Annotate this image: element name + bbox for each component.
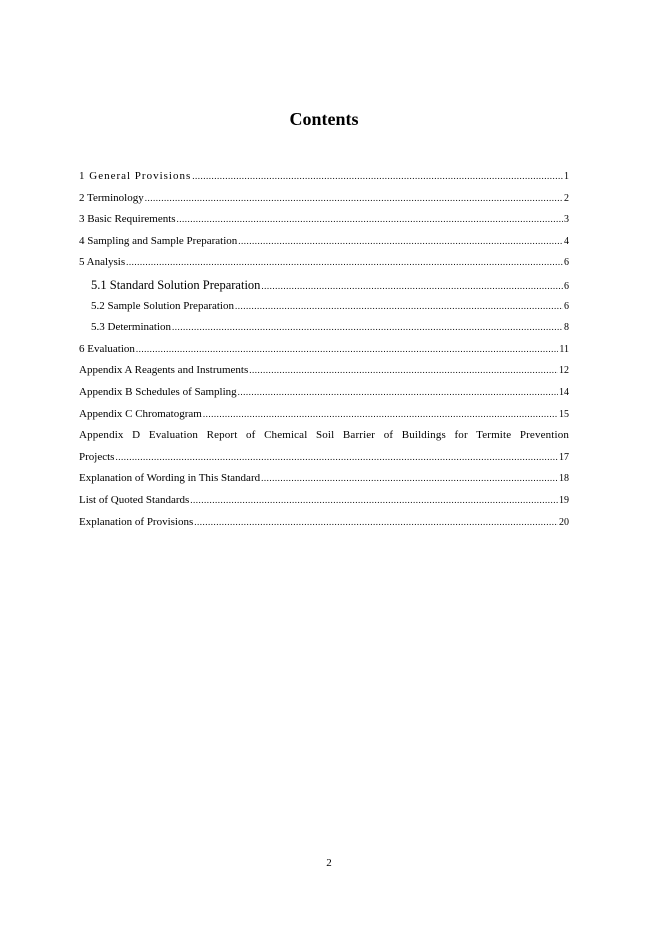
toc-entry-label: 5.3 Determination xyxy=(91,321,172,334)
toc-leader-dots xyxy=(126,256,563,268)
toc-entry-label: 6 Evaluation xyxy=(79,342,135,355)
toc-leader-dots xyxy=(261,472,558,484)
toc-entry-continuation[interactable] xyxy=(79,451,569,473)
toc-entry[interactable] xyxy=(79,516,569,538)
toc-leader-dots xyxy=(192,170,563,182)
toc-leader-dots xyxy=(249,364,558,376)
page-title: Contents xyxy=(289,109,359,129)
toc-entry-label: 5.1 Standard Solution Preparation xyxy=(91,277,261,292)
toc-entry-page: 11 xyxy=(559,343,569,355)
toc-leader-dots xyxy=(238,386,558,398)
toc-entry-page: 6 xyxy=(564,257,569,269)
toc-entry-page: 6 xyxy=(564,300,569,312)
toc-entry-page: 8 xyxy=(564,322,569,334)
toc-entry-label: 4 Sampling and Sample Preparation xyxy=(79,234,238,247)
toc-entry[interactable] xyxy=(79,235,569,257)
toc-entry-page: 19 xyxy=(559,494,569,506)
toc-entry-label: 1 General Provisions xyxy=(79,170,192,182)
toc-entry[interactable] xyxy=(79,408,569,430)
toc-entry-page: 17 xyxy=(559,451,569,463)
toc-entry-label: 5.2 Sample Solution Preparation xyxy=(91,299,234,312)
toc-entry-label: 2 Terminology xyxy=(79,191,144,204)
toc-leader-dots xyxy=(203,408,558,420)
toc-leader-dots xyxy=(136,343,558,355)
toc-entry-label: Appendix B Schedules of Sampling xyxy=(79,385,237,398)
page-number: 2 xyxy=(326,857,332,869)
toc-leader-dots xyxy=(190,494,558,506)
toc-leader-dots xyxy=(235,300,563,312)
toc-entry-page: 3 xyxy=(564,214,569,226)
toc-leader-dots xyxy=(115,451,558,463)
toc-subentry[interactable] xyxy=(79,300,569,322)
toc-entry-label: Explanation of Provisions xyxy=(79,515,194,528)
toc-subentry[interactable] xyxy=(79,321,569,343)
toc-entry-label: Appendix C Chromatogram xyxy=(79,407,202,420)
toc-entry[interactable] xyxy=(79,364,569,386)
toc-entry-label: 5 Analysis xyxy=(79,256,126,269)
toc-subentry[interactable] xyxy=(79,278,569,300)
toc-entry-page: 20 xyxy=(559,516,569,528)
toc-entry[interactable] xyxy=(79,472,569,494)
toc-entry[interactable] xyxy=(79,343,569,365)
toc-entry[interactable] xyxy=(79,192,569,214)
toc-entry-wrapped-line[interactable] xyxy=(79,429,569,451)
toc-entry-label: Appendix A Reagents and Instruments xyxy=(79,364,249,377)
toc-entry-page: 4 xyxy=(564,235,569,247)
toc-leader-dots xyxy=(145,192,563,204)
toc-entry[interactable] xyxy=(79,256,569,278)
toc-leader-dots xyxy=(238,235,563,247)
toc-entry-label: List of Quoted Standards xyxy=(79,493,190,506)
toc-entry[interactable] xyxy=(79,170,569,192)
toc-entry-page: 1 xyxy=(564,171,569,182)
table-of-contents xyxy=(79,170,569,537)
toc-entry[interactable] xyxy=(79,386,569,408)
toc-entry-page: 18 xyxy=(559,473,569,485)
toc-entry-label: Projects xyxy=(79,450,115,463)
toc-entry-page: 2 xyxy=(564,192,569,204)
toc-entry-label: Appendix D Evaluation Report of Chemical Soil Barrier of Buildings for Termite Prevention xyxy=(79,429,569,442)
toc-leader-dots xyxy=(261,280,563,292)
toc-leader-dots xyxy=(194,516,558,528)
toc-leader-dots xyxy=(172,321,563,333)
toc-entry[interactable] xyxy=(79,494,569,516)
toc-leader-dots xyxy=(177,213,563,225)
toc-entry-page: 15 xyxy=(559,408,569,420)
toc-entry-label: Explanation of Wording in This Standard xyxy=(79,472,261,485)
toc-entry-label: 3 Basic Requirements xyxy=(79,213,176,226)
toc-entry-page: 12 xyxy=(559,365,569,377)
toc-entry-page: 6 xyxy=(564,280,569,292)
toc-entry-page: 14 xyxy=(559,386,569,398)
toc-entry[interactable] xyxy=(79,213,569,235)
